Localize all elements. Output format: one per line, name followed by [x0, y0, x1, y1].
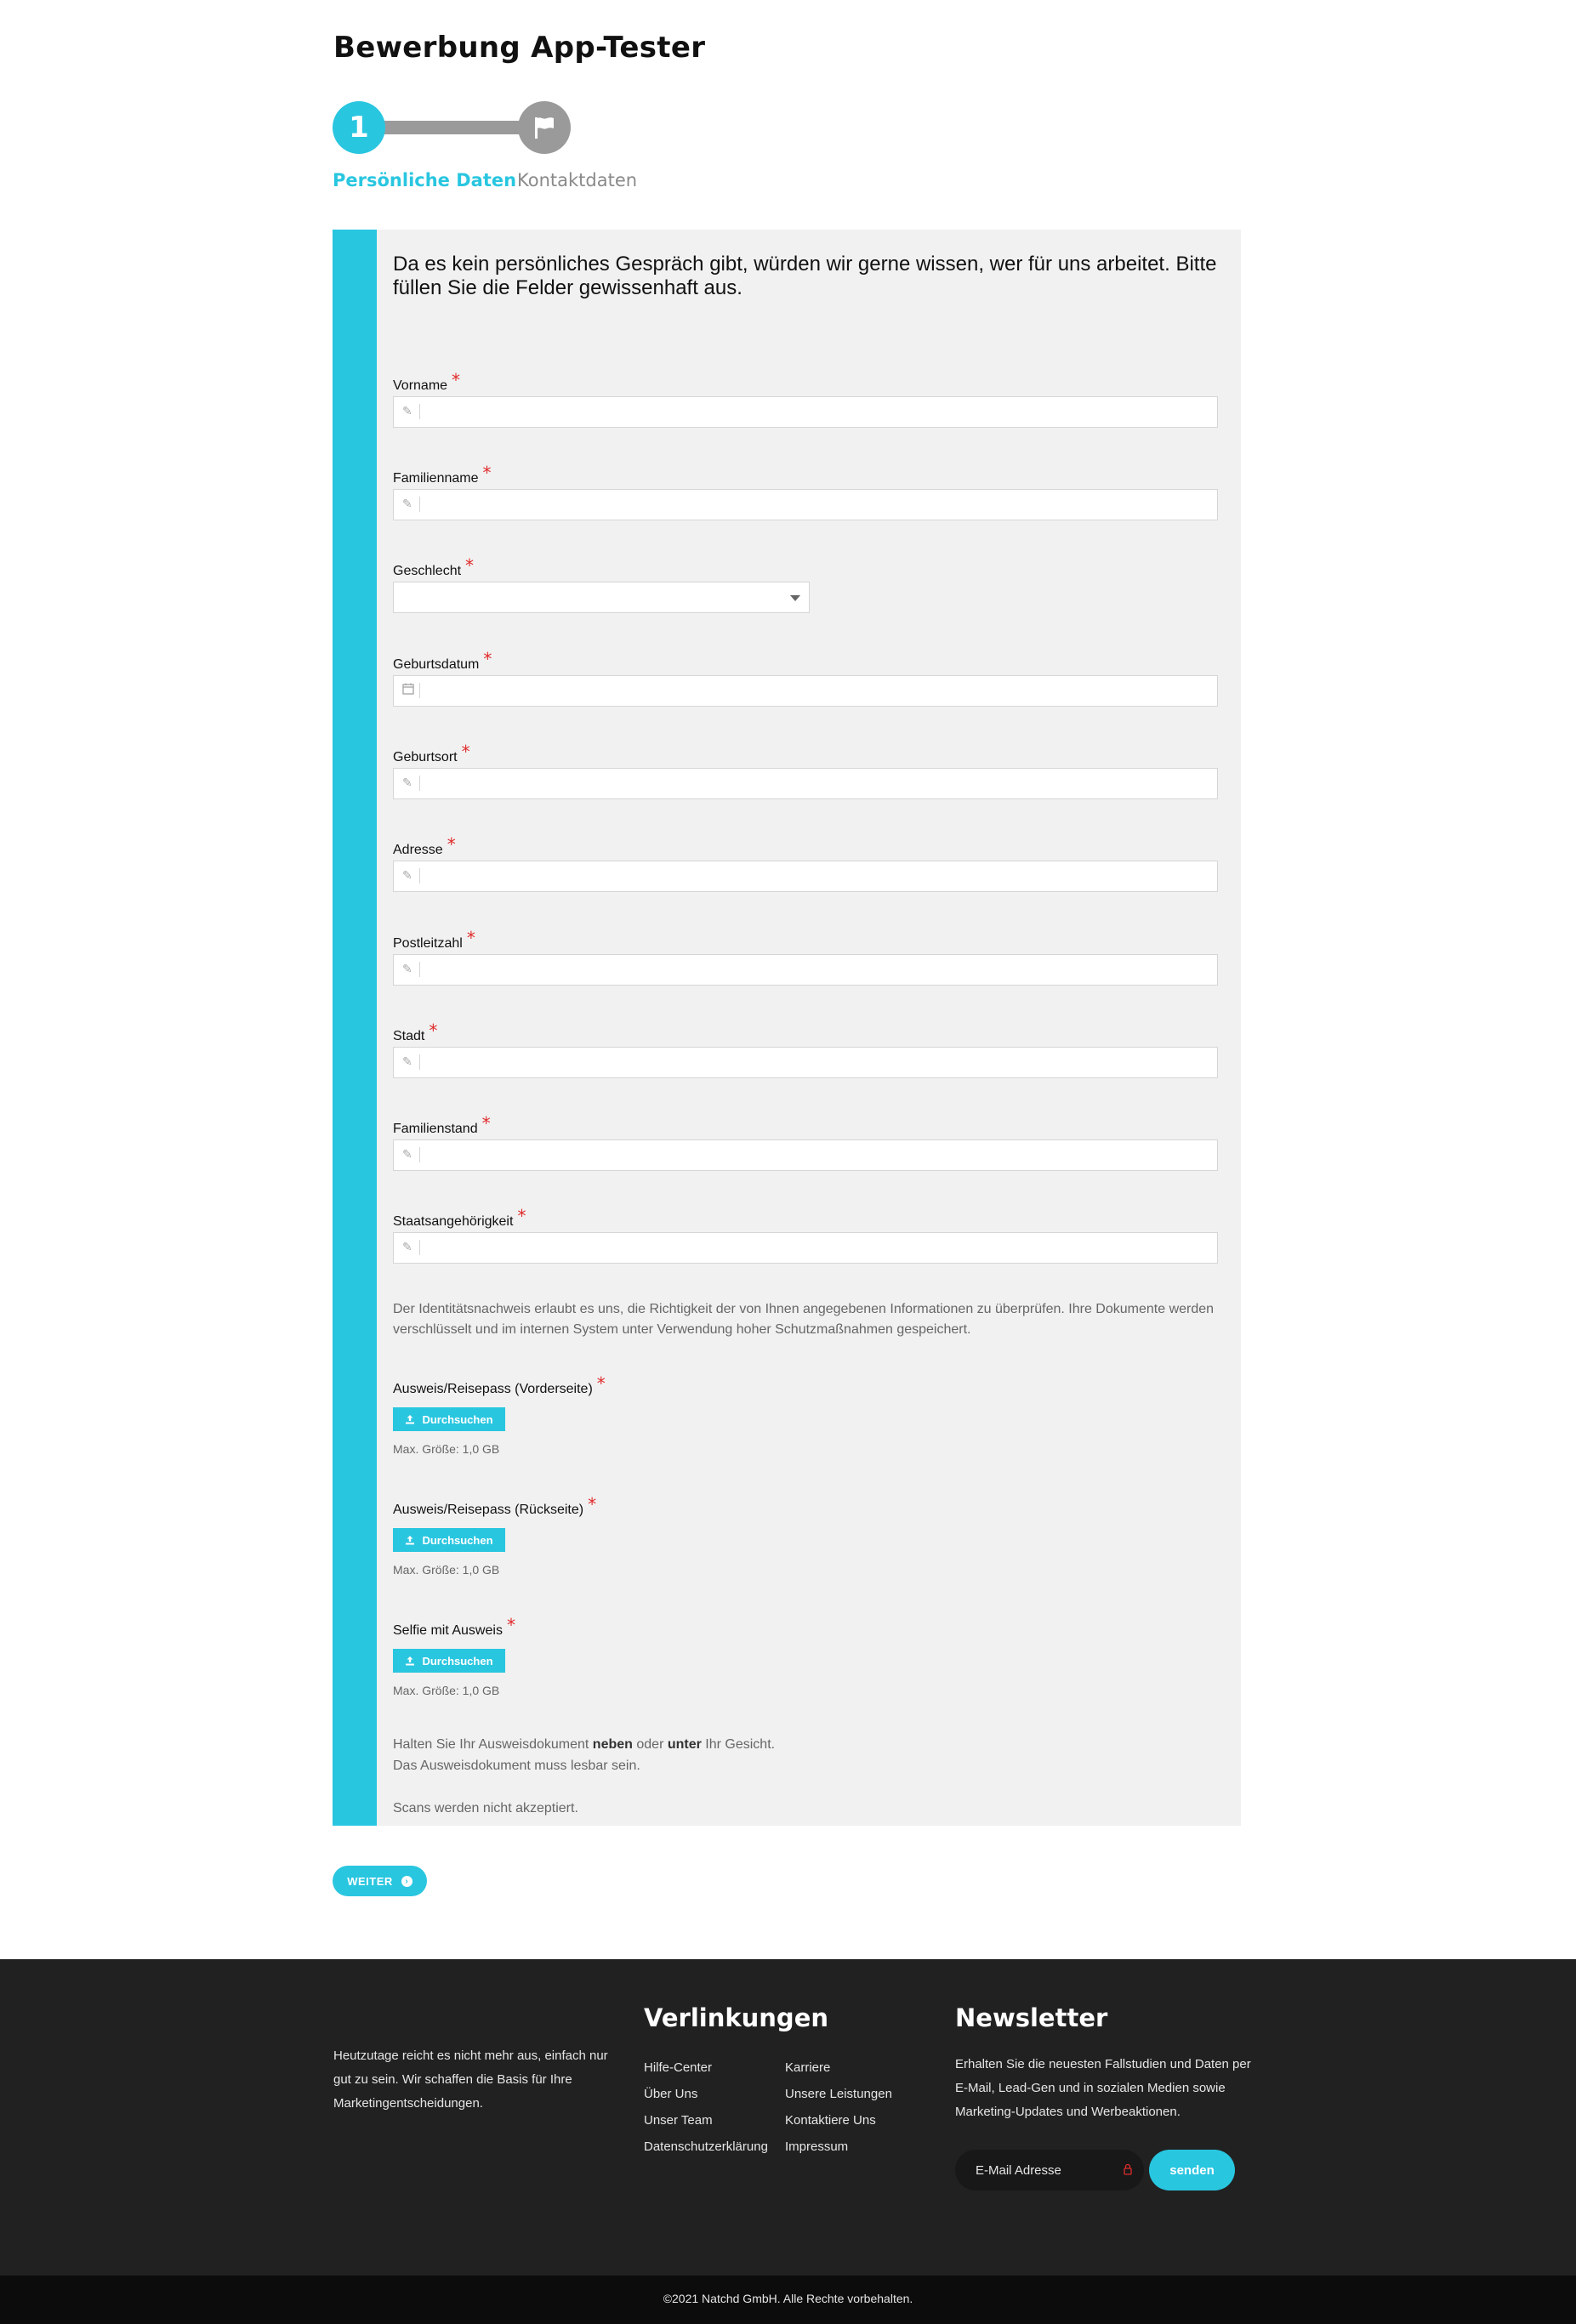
selfie-hint [393, 1734, 1218, 1819]
footer-link-ueber-uns[interactable]: Über Uns [644, 2087, 698, 2101]
chevron-down-icon [790, 595, 800, 601]
hint-text: Ihr Gesicht. [701, 1737, 776, 1752]
browse-button-label: Durchsuchen [422, 1412, 493, 1426]
required-marker: * [447, 834, 456, 855]
pencil-icon: ✎ [402, 1240, 420, 1255]
hint-line-3: Scans werden nicht akzeptiert. [393, 1801, 578, 1815]
flag-icon [532, 115, 557, 140]
hint-line-1 [393, 1734, 1218, 1755]
browse-button-label: Durchsuchen [422, 1533, 493, 1547]
pencil-icon: ✎ [402, 497, 420, 512]
footer-links-column-1 [644, 2054, 768, 2160]
upload-max-size: Max. Größe: 1,0 GB [393, 1442, 500, 1456]
upload-id-back [393, 1494, 1218, 1577]
step-1-label[interactable]: Persönliche Daten [333, 170, 517, 190]
field-adresse [393, 834, 1218, 883]
newsletter-heading: Newsletter [955, 2003, 1108, 2032]
footer-link-datenschutz[interactable]: Datenschutzerklärung [644, 2139, 768, 2154]
field-label: Geburtsort [393, 750, 458, 764]
next-button-label: WEITER [347, 1874, 393, 1888]
required-marker: * [466, 928, 475, 948]
newsletter-email-wrapper [955, 2150, 1144, 2190]
required-marker: * [482, 463, 492, 483]
field-label: Vorname [393, 378, 448, 393]
newsletter-email-input[interactable] [976, 2161, 1112, 2179]
form-content [393, 253, 1218, 1815]
upload-selfie [393, 1615, 1218, 1697]
footer-link-kontakt[interactable]: Kontaktiere Uns [785, 2113, 876, 2128]
lock-icon [1124, 2163, 1132, 2175]
field-vorname [393, 370, 1218, 418]
familienstand-input[interactable] [393, 1139, 1218, 1171]
footer-link-hilfe-center[interactable]: Hilfe-Center [644, 2060, 713, 2075]
familienname-input[interactable] [393, 489, 1218, 520]
upload-icon [405, 1414, 415, 1424]
geschlecht-select[interactable] [393, 582, 810, 613]
hint-bold: unter [667, 1737, 702, 1752]
field-familienname [393, 463, 1218, 511]
upload-icon [405, 1656, 415, 1666]
field-geschlecht [393, 555, 1218, 579]
hint-text: Halten Sie Ihr Ausweisdokument [393, 1737, 593, 1752]
hint-line-2: Das Ausweisdokument muss lesbar sein. [393, 1759, 640, 1773]
required-marker: * [483, 649, 492, 669]
footer-link-unser-team[interactable]: Unser Team [644, 2113, 713, 2128]
field-geburtsort [393, 742, 1218, 790]
browse-button[interactable] [393, 1528, 505, 1552]
page-title: Bewerbung App-Tester [333, 31, 706, 65]
upload-max-size: Max. Größe: 1,0 GB [393, 1563, 500, 1577]
field-label: Familienname [393, 471, 479, 486]
step-1-indicator: 1 [333, 101, 385, 154]
pencil-icon: ✎ [402, 1054, 420, 1070]
arrow-right-icon: › [401, 1876, 412, 1887]
required-marker: * [429, 1020, 438, 1041]
required-marker: * [588, 1494, 597, 1514]
field-label: Stadt [393, 1029, 425, 1043]
pencil-icon: ✎ [402, 776, 420, 791]
field-staatsangehoerigkeit [393, 1206, 1218, 1254]
pencil-icon: ✎ [402, 404, 420, 419]
required-marker: * [506, 1615, 515, 1635]
field-label: Adresse [393, 843, 443, 857]
footer-link-impressum[interactable]: Impressum [785, 2139, 849, 2154]
upload-id-front [393, 1373, 1218, 1456]
form-intro: Da es kein persönliches Gespräch gibt, würden wir gerne wissen, wer für uns arbeitet. Bitte füllen Sie die Felder gewissenhaft aus. [393, 253, 1217, 299]
footer-links-column-2 [785, 2054, 892, 2160]
footer-link-leistungen[interactable]: Unsere Leistungen [785, 2087, 892, 2101]
geburtsort-input[interactable] [393, 768, 1218, 799]
step-2-label[interactable]: Kontaktdaten [517, 170, 638, 190]
postleitzahl-input[interactable] [393, 954, 1218, 986]
pencil-icon: ✎ [402, 1147, 420, 1162]
field-label: Geschlecht [393, 564, 462, 578]
field-geburtsdatum [393, 649, 1218, 673]
browse-button[interactable] [393, 1407, 505, 1431]
upload-icon [405, 1535, 415, 1545]
footer-link-karriere[interactable]: Karriere [785, 2060, 831, 2075]
vorname-input[interactable] [393, 396, 1218, 428]
required-marker: * [517, 1206, 526, 1226]
pencil-icon: ✎ [402, 868, 420, 884]
field-postleitzahl [393, 928, 1218, 976]
stadt-input[interactable] [393, 1047, 1218, 1078]
newsletter-submit-button[interactable]: senden [1149, 2150, 1235, 2190]
field-label: Postleitzahl [393, 936, 463, 951]
step-2-indicator [518, 101, 571, 154]
pencil-icon: ✎ [402, 962, 420, 977]
field-label: Geburtsdatum [393, 657, 480, 672]
required-marker: * [465, 555, 475, 576]
browse-button[interactable] [393, 1649, 505, 1673]
copyright-text: ©2021 Natchd GmbH. Alle Rechte vorbehalten. [663, 2292, 913, 2305]
upload-label: Selfie mit Ausweis [393, 1623, 503, 1638]
browse-button-label: Durchsuchen [422, 1654, 493, 1668]
staatsangehoerigkeit-input[interactable] [393, 1232, 1218, 1264]
calendar-icon [402, 683, 420, 698]
field-label: Staatsangehörigkeit [393, 1214, 514, 1229]
next-button[interactable] [333, 1866, 427, 1896]
adresse-input[interactable] [393, 861, 1218, 892]
upload-max-size: Max. Größe: 1,0 GB [393, 1684, 500, 1697]
newsletter-text: Erhalten Sie die neuesten Fallstudien und Daten per E-Mail, Lead-Gen und in sozialen Medien sowie Marketing-Updates und Werbeaktionen. [955, 2057, 1251, 2119]
upload-label: Ausweis/Reisepass (Rückseite) [393, 1503, 584, 1517]
application-form [333, 230, 1241, 1826]
field-familienstand [393, 1113, 1218, 1162]
geburtsdatum-input[interactable] [393, 675, 1218, 707]
hint-text: oder [632, 1737, 668, 1752]
hint-bold: neben [592, 1737, 633, 1752]
footer-about: Heutzutage reicht es nicht mehr aus, einfach nur gut zu sein. Wir schaffen die Basis für Ihre Marketingentscheidungen. [333, 2048, 608, 2111]
footer-links-heading: Verlinkungen [644, 2003, 829, 2032]
required-marker: * [481, 1113, 491, 1134]
upload-label: Ausweis/Reisepass (Vorderseite) [393, 1382, 593, 1396]
field-stadt [393, 1020, 1218, 1069]
required-marker: * [596, 1373, 606, 1394]
required-marker: * [461, 742, 470, 762]
form-accent-bar [333, 230, 377, 1826]
field-label: Familienstand [393, 1122, 478, 1136]
id-verification-note: Der Identitätsnachweis erlaubt es uns, die Richtigkeit der von Ihnen angegebenen Informationen zu überprüfen. Ihre Dokumente werden verschlüsselt und im internen System unter Verwendung hoher Schutzmaßnahmen gespeichert. [393, 1302, 1215, 1337]
copyright-bar [0, 2276, 1576, 2324]
footer [0, 1959, 1576, 2276]
required-marker: * [452, 370, 461, 390]
